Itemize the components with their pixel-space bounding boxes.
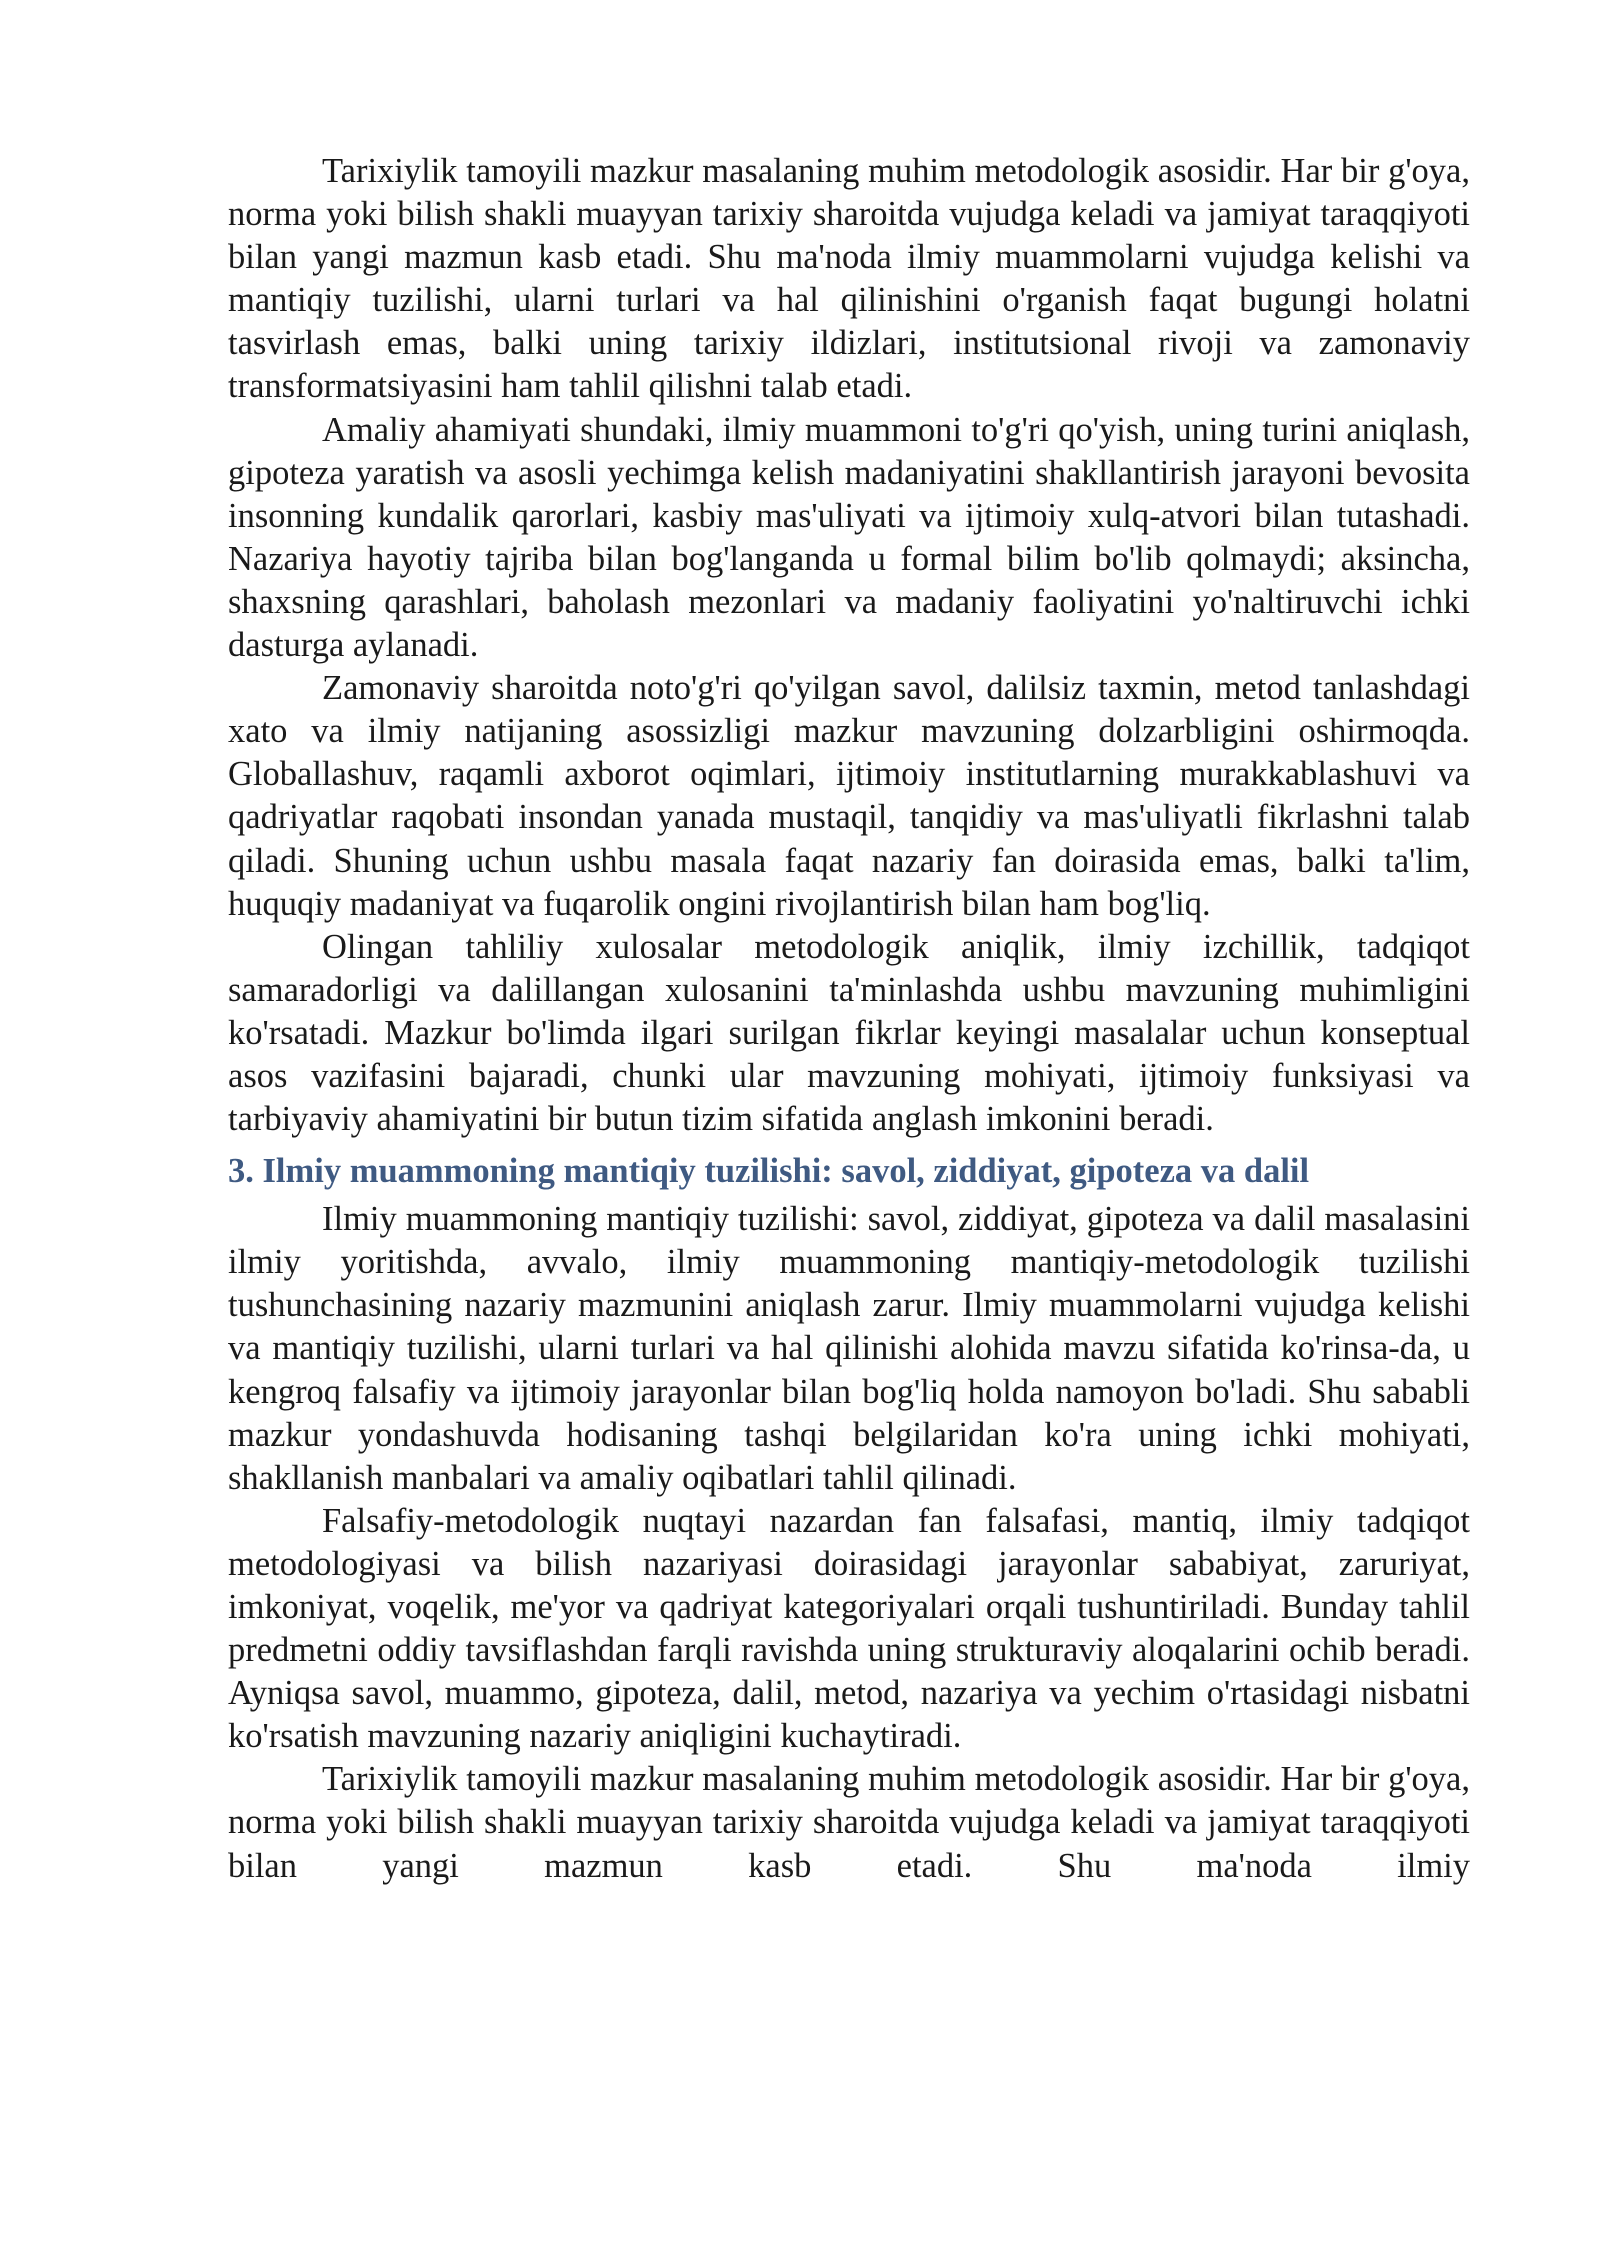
paragraph-practical-significance: Amaliy ahamiyati shundaki, ilmiy muammoni to'g'ri qo'yish, uning turini aniqlash, gipoteza yaratish va asosli yechimga kelish madaniyatini shakllantirish jarayoni bevosita insonning kundalik qarorlari, kasbiy mas'uliyati va ijtimoiy xulq-atvori bilan tutashadi. Nazariya hayotiy tajriba bilan bog'langanda u formal bilim bo'lib qolmaydi; aksincha, shaxsning qarashlari, baholash mezonlari va madaniy faoliyatini yo'naltiruvchi ichki dasturga aylanadi. bbox=[228, 410, 1470, 665]
paragraph-conclusions: Olingan tahliliy xulosalar metodologik aniqlik, ilmiy izchillik, tadqiqot samaradorligi va dalillangan xulosanini ta'minlashda ushbu mavzuning muhimligini ko'rsatadi. Mazkur bo'limda ilgari surilgan fikrlar keyingi masalalar uchun konseptual asos vazifasini bajaradi, chunki ular mavzuning mohiyati, ijtimoiy funksiyasi va tarbiyaviy ahamiyatini bir butun tizim sifatida anglash imkonini beradi. bbox=[228, 927, 1470, 1139]
paragraph-modern-conditions: Zamonaviy sharoitda noto'g'ri qo'yilgan savol, dalilsiz taxmin, metod tanlashdagi xato va ilmiy natijaning asossizligi mazkur mavzuning dolzarbligini oshirmoqda. Globallashuv, raqamli axborot oqimlari, ijtimoiy institutlarning murakkablashuvi va qadriyatlar raqobati insondan yanada mustaqil, tanqidiy va mas'uliyatli fikrlashni talab qiladi. Shuning uchun ushbu masala faqat nazariy fan doirasida emas, balki ta'lim, huquqiy madaniyat va fuqarolik ongini rivojlantirish bilan ham bog'liq. bbox=[228, 669, 1470, 923]
paragraph-historicism: Tarixiylik tamoyili mazkur masalaning muhim metodologik asosidir. Har bir g'oya, norma yoki bilish shakli muayyan tarixiy sharoitda vujudga keladi va jamiyat taraqqiyoti bilan yangi mazmun kasb etadi. Shu ma'noda ilmiy muammolarni vujudga kelishi va mantiqiy tuzilishi, ularni turlari va hal qilinishini o'rganish faqat bugungi holatni tasvirlash emas, balki uning tarixiy ildizlari, institutsional rivoji va zamonaviy transformatsiyasini ham tahlil qilishni talab etadi. bbox=[228, 152, 1470, 406]
document-page bbox=[228, 150, 1470, 1888]
section-heading: 3. Ilmiy muammoning mantiqiy tuzilishi: savol, ziddiyat, gipoteza va dalil bbox=[228, 1152, 1310, 1191]
paragraph-historicism-continued: Tarixiylik tamoyili mazkur masalaning muhim metodologik asosidir. Har bir g'oya, norma yoki bilish shakli muayyan tarixiy sharoitda vujudga keladi va jamiyat taraqqiyoti bilan yangi mazmun kasb etadi. Shu ma'noda ilmiy bbox=[228, 1760, 1470, 1885]
paragraph-logical-structure: Ilmiy muammoning mantiqiy tuzilishi: savol, ziddiyat, gipoteza va dalil masalasini ilmiy yoritishda, avvalo, ilmiy muammoning mantiqiy-metodologik tuzilishi tushunchasining nazariy mazmunini aniqlash zarur. Ilmiy muammolarni vujudga kelishi va mantiqiy tuzilishi, ularni turlari va hal qilinishi alohida mavzu sifatida ko'rinsa-da, u kengroq falsafiy va ijtimoiy jarayonlar bilan bog'liq holda namoyon bo'ladi. Shu sababli mazkur yondashuvda hodisaning tashqi belgilaridan ko'ra uning ichki mohiyati, shakllanish manbalari va amaliy oqibatlari tahlil qilinadi. bbox=[228, 1200, 1470, 1497]
paragraph-philosophical-methodological: Falsafiy-metodologik nuqtayi nazardan fan falsafasi, mantiq, ilmiy tadqiqot metodologiyasi va bilish nazariyasi doirasidagi jarayonlar sababiyat, zaruriyat, imkoniyat, voqelik, me'yor va qadriyat kategoriyalari orqali tushuntiriladi. Bunday tahlil predmetni oddiy tavsiflashdan farqli ravishda uning strukturaviy aloqalarini ochib beradi. Ayniqsa savol, muammo, gipoteza, dalil, metod, nazariya va yechim o'rtasidagi nisbatni ko'rsatish mavzuning nazariy aniqligini kuchaytiradi. bbox=[228, 1501, 1470, 1756]
